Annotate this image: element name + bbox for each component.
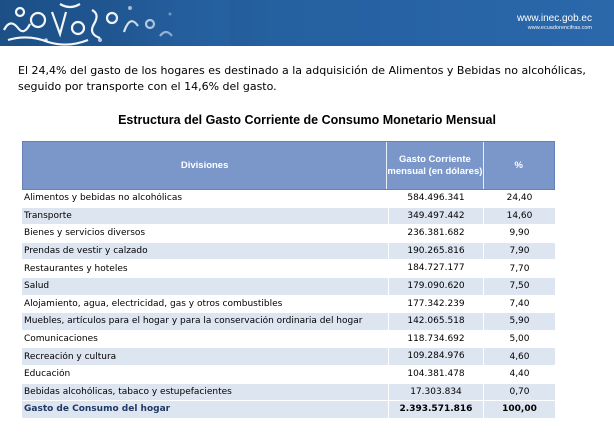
header-gasto: Gasto Corriente mensual (en dólares) — [386, 142, 483, 189]
table-row — [22, 331, 555, 349]
cell-division: Bienes y servicios diversos — [24, 228, 146, 239]
table-row — [22, 243, 555, 261]
table-header — [22, 141, 555, 190]
header-divisiones: Divisiones — [180, 159, 229, 171]
header-banner — [0, 0, 614, 46]
cell-division: Muebles, artículos para el hogar y para la conservación ordinaria del hogar — [24, 316, 363, 327]
cell-total-gasto: 2.393.571.816 — [388, 401, 484, 418]
table-title: Estructura del Gasto Corriente de Consumo Monetario Mensual — [118, 113, 496, 127]
table-row — [22, 278, 555, 296]
cell-pct: 9,90 — [509, 228, 530, 239]
table-row — [22, 313, 555, 331]
cell-gasto: 179.090.620 — [388, 278, 484, 295]
cell-gasto: 584.496.341 — [388, 190, 484, 207]
cell-pct: 4,40 — [509, 369, 530, 380]
cell-gasto: 104.381.478 — [388, 366, 484, 383]
website-url[interactable] — [517, 14, 592, 32]
cell-pct: 14,60 — [506, 210, 533, 221]
cell-division: Prendas de vestir y calzado — [24, 246, 148, 257]
cell-pct: 7,70 — [509, 263, 530, 274]
cell-gasto: 118.734.692 — [388, 331, 484, 348]
cell-pct: 0,70 — [509, 386, 530, 397]
cell-pct: 5,00 — [509, 334, 530, 345]
cell-division: Alojamiento, agua, electricidad, gas y otros combustibles — [24, 298, 283, 309]
cell-gasto: 142.065.518 — [388, 313, 484, 330]
banner-fade — [110, 0, 230, 46]
cell-pct: 7,40 — [509, 298, 530, 309]
cell-division: Alimentos y bebidas no alcohólicas — [24, 193, 183, 204]
cell-pct: 7,50 — [509, 281, 530, 292]
cell-pct: 24,40 — [506, 193, 533, 204]
cell-gasto: 236.381.682 — [388, 225, 484, 242]
table-row — [22, 348, 555, 366]
table-row — [22, 366, 555, 384]
cell-division: Bebidas alcohólicas, tabaco y estupefacientes — [24, 386, 232, 397]
cell-pct: 4,60 — [509, 351, 530, 362]
url-main[interactable]: www.inec.gob.ec — [516, 13, 592, 24]
cell-total-pct: 100,00 — [502, 404, 537, 415]
cell-division: Salud — [24, 281, 50, 292]
expenditure-table — [22, 141, 555, 419]
cell-gasto: 17.303.834 — [388, 384, 484, 401]
table-row — [22, 260, 555, 278]
url-sub[interactable]: www.ecuadorencifras.com — [527, 25, 592, 31]
cell-pct: 7,90 — [509, 246, 530, 257]
table-row — [22, 190, 555, 208]
cell-division: Recreación y cultura — [24, 351, 117, 362]
cell-division: Restaurantes y hoteles — [24, 263, 128, 274]
cell-gasto: 109.284.976 — [388, 348, 484, 365]
cell-total-division: Gasto de Consumo del hogar — [24, 404, 171, 415]
cell-gasto: 190.265.816 — [388, 243, 484, 260]
cell-division: Educación — [24, 369, 71, 380]
table-row — [22, 296, 555, 314]
table-row — [22, 208, 555, 226]
table-total-row — [22, 401, 555, 419]
header-pct: % — [514, 159, 523, 171]
cell-division: Comunicaciones — [24, 334, 98, 345]
table-row — [22, 225, 555, 243]
cell-division: Transporte — [24, 210, 72, 221]
cell-pct: 5,90 — [509, 316, 530, 327]
table-row — [22, 384, 555, 402]
intro-paragraph: El 24,4% del gasto de los hogares es destinado a la adquisición de Alimentos y Bebidas no alcohólicas, seguido por transporte con el 14,6% del gasto. — [18, 64, 586, 93]
cell-gasto: 184.727.177 — [388, 260, 484, 277]
cell-gasto: 349.497.442 — [388, 208, 484, 225]
cell-gasto: 177.342.239 — [388, 296, 484, 313]
